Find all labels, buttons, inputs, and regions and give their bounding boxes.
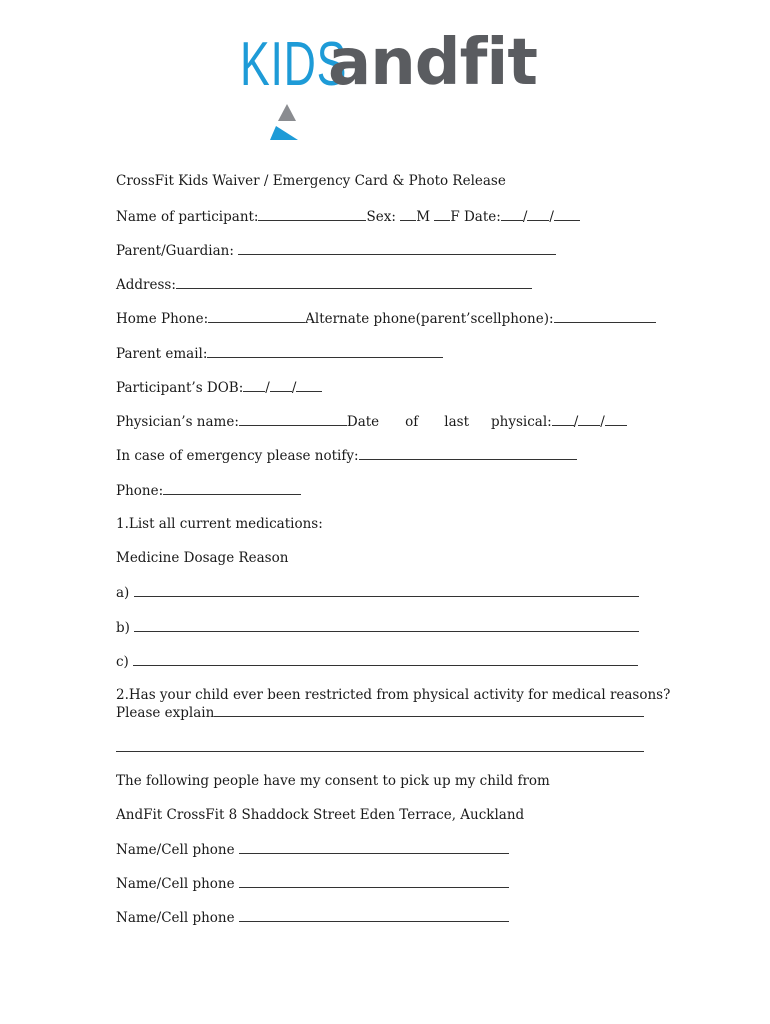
date-day-field[interactable] <box>501 207 523 221</box>
physician-label: Physician’s name: <box>116 414 239 430</box>
med-b-label: b) <box>116 620 135 636</box>
medication-row-c <box>116 652 638 671</box>
pickup-row-2 <box>116 874 509 893</box>
phone-row <box>116 309 656 328</box>
phone-label: Phone: <box>116 483 164 499</box>
home-phone-label: Home Phone: <box>116 311 209 327</box>
home-phone-field[interactable] <box>208 309 305 323</box>
med-b-field[interactable] <box>134 618 639 632</box>
parent-email-label: Parent email: <box>116 346 208 362</box>
alt-phone-field[interactable] <box>554 309 656 323</box>
med-a-label: a) <box>116 585 134 601</box>
dob-day-field[interactable] <box>243 378 265 392</box>
f-date-label: F Date: <box>450 209 501 225</box>
sex-label: Sex: <box>366 209 401 225</box>
address-row <box>116 275 532 294</box>
date-separator: / <box>600 414 605 430</box>
date-month-field[interactable] <box>527 207 549 221</box>
med-c-field[interactable] <box>133 652 638 666</box>
please-explain-label: Please explain <box>116 705 215 721</box>
pickup-row-1 <box>116 840 509 859</box>
female-field[interactable] <box>434 207 450 221</box>
logo-triangle-icon <box>270 104 300 140</box>
location-text: AndFit CrossFit 8 Shaddock Street Eden Terrace, Auckland <box>116 807 525 823</box>
pickup-field-1[interactable] <box>239 840 509 854</box>
dob-month-field[interactable] <box>270 378 292 392</box>
physician-row <box>116 412 627 431</box>
consent-text: The following people have my consent to pick up my child from <box>116 773 550 789</box>
emergency-row <box>116 446 577 465</box>
date-separator: / <box>573 414 579 430</box>
restricted-question: 2.Has your child ever been restricted from physical activity for medical reasons? <box>116 687 671 703</box>
med-c-label: c) <box>116 654 134 670</box>
date-year-field[interactable] <box>554 207 580 221</box>
emergency-label: In case of emergency please notify: <box>116 448 359 464</box>
medications-label: 1.List all current medications: <box>116 516 323 532</box>
male-field[interactable] <box>400 207 416 221</box>
parent-label: Parent/Guardian: <box>116 243 239 259</box>
dob-year-field[interactable] <box>296 378 322 392</box>
physical-year-field[interactable] <box>605 412 627 426</box>
alt-phone-label: Alternate phone(parent’scellphone): <box>305 311 554 327</box>
medicine-header: Medicine Dosage Reason <box>116 550 289 566</box>
explain-row-2 <box>116 738 644 757</box>
name-cell-label: Name/Cell phone <box>116 910 239 926</box>
form-title: CrossFit Kids Waiver / Emergency Card & Photo Release <box>116 173 506 189</box>
address-label: Address: <box>116 277 176 293</box>
pickup-row-3 <box>116 908 509 927</box>
parent-row <box>116 241 556 260</box>
m-label: M <box>416 209 435 225</box>
dob-label: Participant’s DOB: <box>116 380 244 396</box>
explain-field-2[interactable] <box>116 738 644 752</box>
date-separator: / <box>549 209 554 225</box>
medication-row-a <box>116 583 639 602</box>
date-word: Date <box>346 414 380 430</box>
parent-email-field[interactable] <box>207 344 443 358</box>
logo-kids-text: KIDS <box>240 30 348 99</box>
physical-month-field[interactable] <box>578 412 600 426</box>
explain-field[interactable] <box>214 703 644 717</box>
pickup-field-2[interactable] <box>239 874 509 888</box>
emergency-field[interactable] <box>359 446 577 460</box>
medication-row-b <box>116 618 639 637</box>
participant-row <box>116 207 580 226</box>
date-separator: / <box>522 209 528 225</box>
pickup-field-3[interactable] <box>239 908 509 922</box>
parent-field[interactable] <box>238 241 556 255</box>
address-field[interactable] <box>176 275 532 289</box>
med-a-field[interactable] <box>134 583 639 597</box>
of-word: of <box>405 414 419 430</box>
email-row <box>116 344 443 363</box>
date-separator: / <box>291 380 297 396</box>
name-cell-label: Name/Cell phone <box>116 842 239 858</box>
physical-label: physical: <box>491 414 552 430</box>
physician-field[interactable] <box>239 412 347 426</box>
last-word: last <box>444 414 470 430</box>
emergency-phone-field[interactable] <box>163 481 301 495</box>
dob-row <box>116 378 322 397</box>
name-field[interactable] <box>258 207 366 221</box>
explain-row <box>116 703 644 722</box>
physical-day-field[interactable] <box>552 412 574 426</box>
name-label: Name of participant: <box>116 209 259 225</box>
name-cell-label: Name/Cell phone <box>116 876 239 892</box>
kidsandfit-logo <box>240 26 537 140</box>
logo-andfit-text: andfit <box>328 26 537 100</box>
emergency-phone-row <box>116 481 301 500</box>
date-separator: / <box>265 380 270 396</box>
